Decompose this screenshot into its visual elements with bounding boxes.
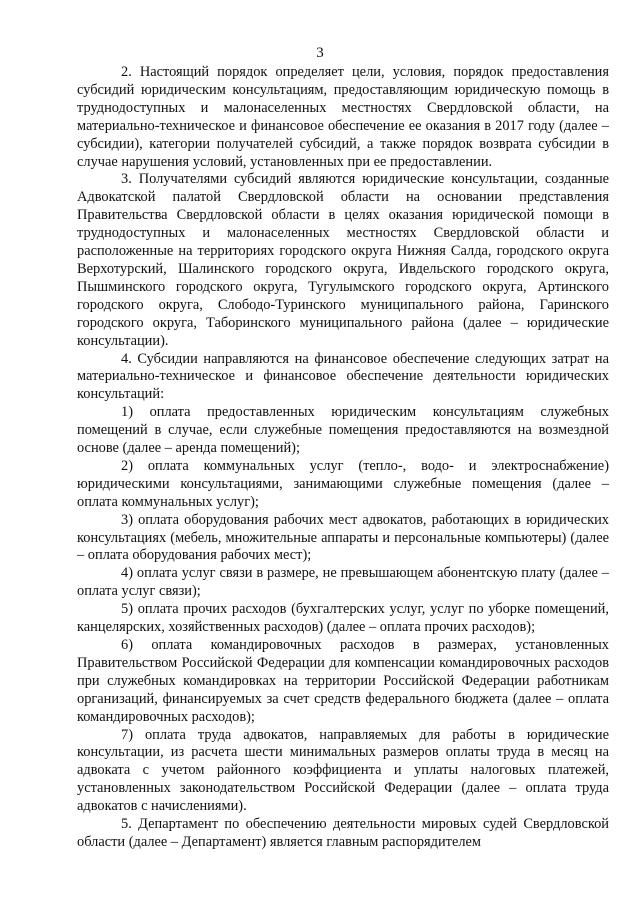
paragraph-4-expenses-intro: 4. Субсидии направляются на финансовое обеспечение следующих затрат на материально-техническое и финансовое обеспечение деятельности юридических консультаций: (77, 350, 609, 403)
paragraph-5-department: 5. Департамент по обеспечению деятельности мировых судей Свердловской области (далее – Департамент) является главным распорядителем (77, 816, 609, 850)
list-item-3-workplaces: 3) оплата оборудования рабочих мест адвокатов, работающих в юридических консультациях (мебель, множительные аппараты и персональные компьютеры) (далее – оплата оборудования рабочих мест); (77, 511, 609, 564)
list-item-5-other-expenses: 5) оплата прочих расходов (бухгалтерских услуг, услуг по уборке помещений, канцелярских, хозяйственных расходов) (далее – оплата прочих расходов); (77, 601, 609, 636)
list-item-2-utilities: 2) оплата коммунальных услуг (тепло-, водо- и электроснабжение) юридическими консультациями, занимающими служебные помещения (далее – оплата коммунальных услуг); (77, 457, 609, 510)
page-number: 3 (316, 45, 324, 61)
list-item-7-lawyer-salaries: 7) оплата труда адвокатов, направляемых для работы в юридические консультации, из расчета шести минимальных размеров оплаты труда в месяц на адвоката с учетом районного коэффициента и уплаты налоговых платежей, установленных законодательством Российской Федерации (далее – оплата труда адвокатов с начислениями). (77, 726, 609, 815)
document-body (77, 64, 609, 852)
list-item-6-travel-expenses: 6) оплата командировочных расходов в размерах, установленных Правительством Российской Федерации для компенсации командировочных расходов при служебных командировках на территории Российской Федерации работникам организаций, финансируемых за счет средств федерального бюджета (далее – оплата командировочных расходов); (77, 637, 609, 725)
list-item-4-communications: 4) оплата услуг связи в размере, не превышающем абонентскую плату (далее – оплата услуг связи); (77, 565, 609, 600)
list-item-1-rent: 1) оплата предоставленных юридическим консультациям служебных помещений в случае, если служебные помещения предоставляются на возмездной основе (далее – аренда помещений); (77, 404, 609, 457)
paragraph-2-purpose: 2. Настоящий порядок определяет цели, условия, порядок предоставления субсидий юридическим консультациям, предоставляющим юридическую помощь в труднодоступных и малонаселенных местностях Свердловской области, на материально-техническое и финансовое обеспечение ее оказания в 2017 году (далее – субсидии), категории получателей субсидий, а также порядок возврата субсидии в случае нарушения условий, установленных при ее предоставлении. (77, 64, 609, 170)
paragraph-3-recipients: 3. Получателями субсидий являются юридические консультации, созданные Адвокатской палатой Свердловской области на основании представления Правительства Свердловской области в целях оказания юридической помощи в труднодоступных и малонаселенных местностях Свердловской области и расположенные на территориях городского округа Нижняя Салда, городского округа Верхотурский, Шалинского городского округа, Ивдельского городского округа, Пышминского городского округа, Тугулымского городского округа, Артинского городского округа, Слободо-Туринского муниципального района, Гаринского городского округа, Таборинского муниципального района (далее – юридические консультации). (77, 171, 609, 349)
